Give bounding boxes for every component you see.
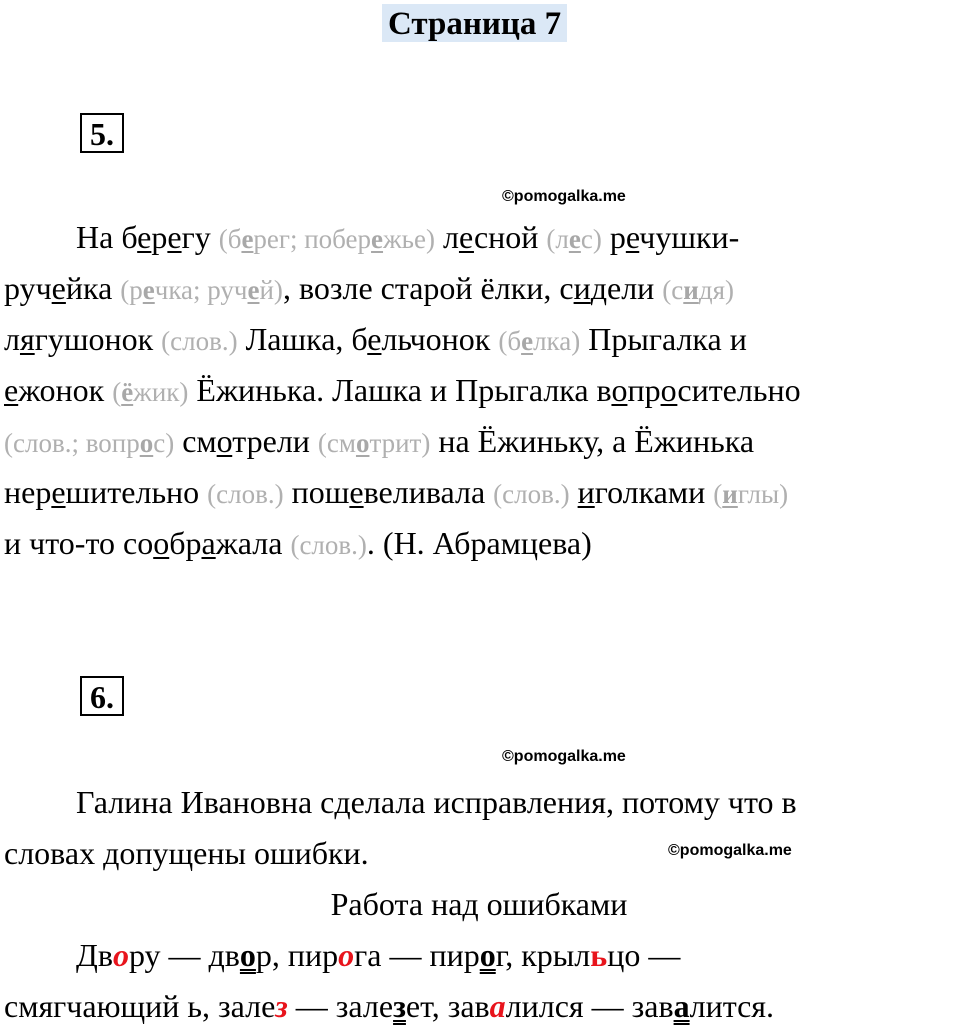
orthogram-mark: о [239, 937, 256, 973]
check-word: (слов.) [207, 479, 284, 509]
task-5-line-2 [4, 263, 954, 314]
text-run: сной [473, 219, 547, 255]
check-word: (смотрит) [317, 428, 431, 458]
text-run: йка [65, 270, 121, 306]
text-run: веливала [363, 474, 494, 510]
text-run: ру — дв [128, 937, 240, 973]
check-word: (слов.) [290, 530, 367, 560]
text-run: бр [169, 525, 202, 561]
task-5-line-6 [4, 467, 954, 518]
vowel-mark: е [625, 219, 640, 255]
text-run: голками [594, 474, 714, 510]
error-mark: з [275, 988, 288, 1024]
vowel-mark: о [660, 372, 678, 408]
error-mark: а [489, 988, 506, 1024]
vowel-mark: е [4, 372, 19, 408]
vowel-mark: е [349, 474, 364, 510]
error-mark: о [338, 937, 355, 973]
watermark: ©pomogalka.me [502, 748, 626, 765]
text-run: льчонок [381, 321, 499, 357]
text-run: пош [283, 474, 350, 510]
text-run: На б [76, 219, 138, 255]
check-word: (сидя) [662, 275, 734, 305]
text-run: нер [4, 474, 52, 510]
task-6-text [4, 777, 954, 1032]
vowel-mark: е [367, 321, 382, 357]
vowel-mark: о [216, 423, 233, 459]
text-run: л [4, 321, 20, 357]
text-run: . (Н. Абрамцева) [366, 525, 592, 561]
task-6-number: 6. [80, 676, 124, 716]
vowel-mark: а [201, 525, 216, 561]
text-run [570, 474, 578, 510]
text-run: , возле старой ёлки, с [282, 270, 574, 306]
vowel-mark: е [51, 474, 66, 510]
task-5-text [4, 212, 954, 569]
text-run: жала [215, 525, 291, 561]
task-6-line-5 [4, 981, 954, 1032]
text-run: см [174, 423, 217, 459]
check-word: (слов.) [161, 326, 238, 356]
text-run: р [601, 219, 626, 255]
text-run: лился — зав [505, 988, 674, 1024]
text-run: Прыгалка и [580, 321, 747, 357]
page-title: Страница 7 [382, 4, 567, 42]
text-run: смягчающий ь, зале [4, 988, 276, 1024]
watermark: ©pomogalka.me [502, 188, 626, 205]
task-5-line-3 [4, 314, 954, 365]
error-mark: о [112, 937, 129, 973]
text-run: — зале [287, 988, 394, 1024]
text-run: и что-то со [4, 525, 154, 561]
text-run: на Ёжиньку, а Ёжинька [430, 423, 755, 459]
text-run: трели [232, 423, 318, 459]
text-run: гу [181, 219, 219, 255]
text-run: га — пир [354, 937, 480, 973]
text-run: жонок [18, 372, 113, 408]
vowel-mark: е [167, 219, 182, 255]
task-5-number: 5. [80, 113, 124, 153]
text-run: пр [627, 372, 661, 408]
vowel-mark: о [611, 372, 628, 408]
text-run: лится. [689, 988, 774, 1024]
task-6-heading: Работа над ошибками [330, 886, 628, 922]
text-run: гушонок [34, 321, 162, 357]
orthogram-mark: з [393, 988, 406, 1024]
check-word: (ёжик) [112, 377, 189, 407]
task-6-line-1: Галина Ивановна сделала исправления, потому что в [76, 784, 797, 820]
check-word: (речка; ручей) [120, 275, 283, 305]
error-mark: ь [590, 937, 608, 973]
text-run: дели [590, 270, 663, 306]
vowel-mark: и [573, 270, 591, 306]
text-run: чушки- [639, 219, 740, 255]
text-run: Лашка, б [237, 321, 368, 357]
text-run: л [434, 219, 459, 255]
text-run: Ёжинька. Лашка и Прыгалка в [188, 372, 612, 408]
text-run: р, пир [255, 937, 339, 973]
text-run: ет, зав [405, 988, 490, 1024]
vowel-mark: е [51, 270, 66, 306]
vowel-mark: я [19, 321, 35, 357]
text-run: руч [4, 270, 52, 306]
check-word: (лес) [546, 224, 602, 254]
text-run: г, крыл [495, 937, 591, 973]
orthogram-mark: о [479, 937, 496, 973]
watermark: ©pomogalka.me [668, 842, 792, 859]
vowel-mark: о [153, 525, 170, 561]
check-word: (слов.; вопрос) [4, 428, 175, 458]
vowel-mark: и [577, 474, 595, 510]
check-word: (иглы) [713, 479, 789, 509]
check-word: (берег; побережье) [218, 224, 435, 254]
task-6-line-4 [4, 930, 954, 981]
vowel-mark: е [458, 219, 474, 255]
text-run: шительно [65, 474, 208, 510]
task-5-line-1 [4, 212, 954, 263]
task-5-line-7 [4, 518, 954, 569]
vowel-mark: е [137, 219, 152, 255]
task-5-line-5 [4, 416, 954, 467]
text-run: сительно [677, 372, 801, 408]
text-run: Дв [76, 937, 113, 973]
text-run: цо — [607, 937, 681, 973]
text-run: р [151, 219, 168, 255]
check-word: (слов.) [493, 479, 570, 509]
task-6-line-2: словах допущены ошибки. [4, 835, 369, 871]
orthogram-mark: а [673, 988, 690, 1024]
task-5-line-4 [4, 365, 954, 416]
check-word: (белка) [498, 326, 581, 356]
